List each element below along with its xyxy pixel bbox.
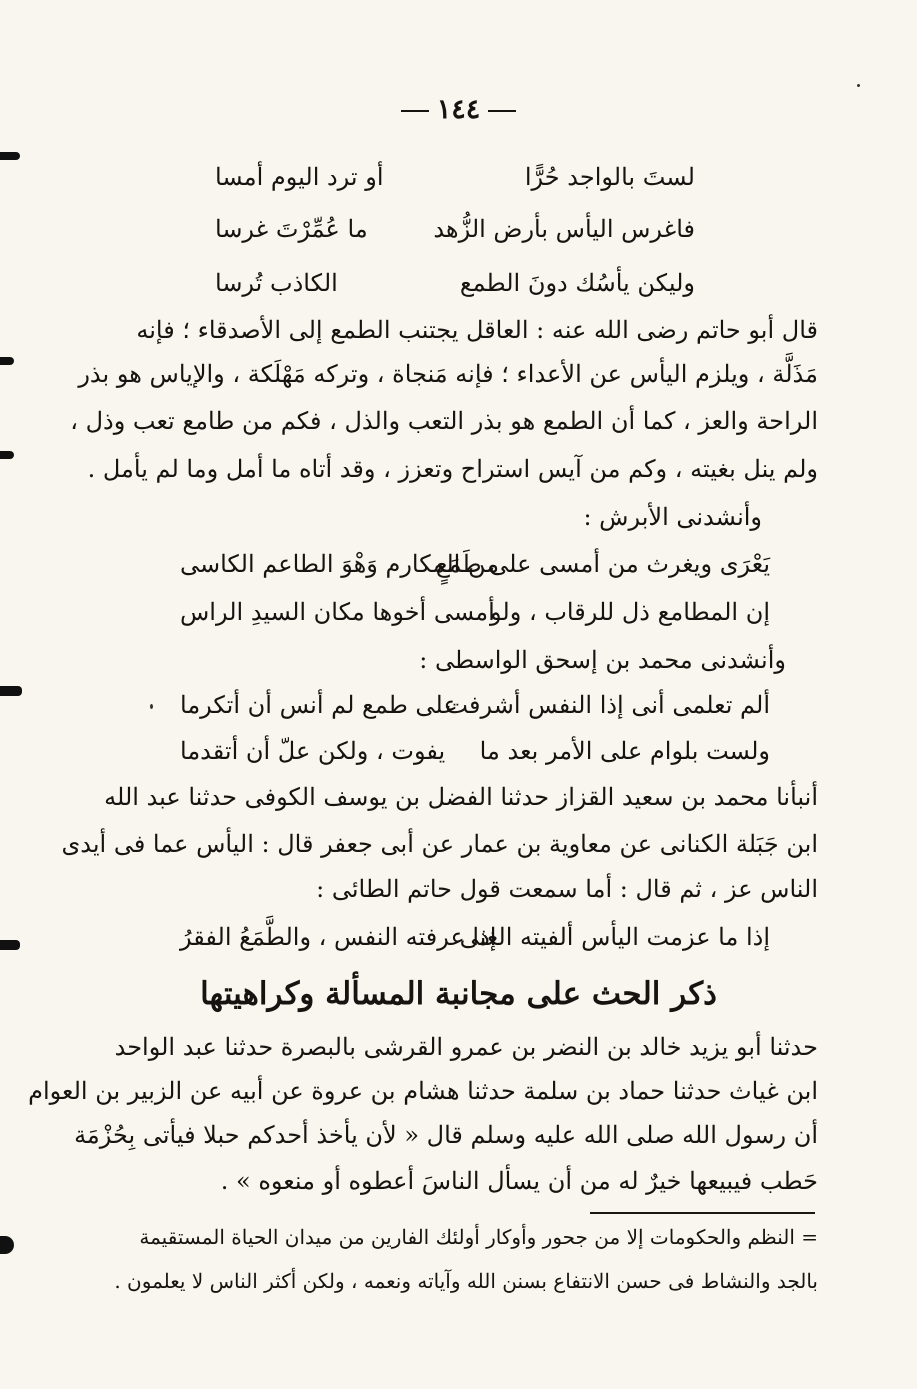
text-line: حَطب فيبيعها خيرٌ له من أن يسأل الناسَ أعطوه أو منعوه » . (220, 1167, 818, 1195)
verse (215, 266, 695, 302)
footnote-separator (590, 1212, 815, 1214)
verse-hemistich-left: على طمع لم أنس أن أتكرما (180, 691, 458, 719)
verse-hemistich-right: ولست بلوام على الأمر بعد ما (479, 737, 770, 765)
text-line: أن رسول الله صلى الله عليه وسلم قال « لأن يأخذ أحدكم حبلا فيأتى بِحُزْمَة (74, 1121, 818, 1149)
text-line: وأنشدنى محمد بن إسحق الواسطى : (419, 646, 786, 674)
verse-hemistich-left: أمسى أخوها مكان السيدِ الراس (180, 598, 495, 626)
text-line: حدثنا أبو يزيد خالد بن النضر بن عمرو القرشى بالبصرة حدثنا عبد الواحد (114, 1033, 818, 1061)
page-number-text: ١٤٤ (436, 94, 481, 125)
verse (215, 212, 695, 248)
text-line: ابن غياث حدثنا حماد بن سلمة حدثنا هشام بن عروة عن أبيه عن الزبير بن العوام (28, 1077, 818, 1105)
binding-hole-mark (0, 152, 20, 160)
verse-hemistich-right: وليكن يأسُك دونَ الطمع (459, 269, 695, 297)
page-number (0, 94, 917, 125)
dash (401, 110, 429, 112)
verse-hemistich-right: إن المطامع ذل للرقاب ، ولو (490, 598, 770, 626)
text-line: ابن جَبَلة الكنانى عن معاوية بن عمار عن أبى جعفر قال : اليأس عما فى أيدى (61, 830, 818, 858)
verse-hemistich-left: إذا عرفته النفس ، والطَّمَعُ الفقرُ (180, 923, 497, 951)
verse (180, 734, 770, 770)
dash (488, 110, 516, 112)
verse (180, 547, 770, 583)
binding-hole-mark (0, 1236, 14, 1254)
text-line: وأنشدنى الأبرش : (583, 503, 762, 531)
verse-hemistich-left: من المكارم وَهْوَ الطاعم الكاسى (180, 550, 500, 578)
verse (180, 920, 770, 956)
verse (215, 160, 695, 196)
verse-hemistich-right: لستَ بالواجد حُرًّا (524, 163, 695, 191)
verse-hemistich-left: يفوت ، ولكن علّ أن أتقدما (180, 737, 446, 765)
verse (180, 688, 770, 724)
binding-hole-mark (0, 686, 22, 696)
text-line: الناس عز ، ثم قال : أما سمعت قول حاتم الطائى : (316, 875, 818, 903)
binding-hole-mark (0, 940, 20, 950)
verse-hemistich-right: ألم تعلمى أنى إذا النفس أشرفت (445, 691, 770, 719)
verse-hemistich-left: الكاذب تُرسا (215, 269, 338, 297)
paper-speck (150, 704, 153, 709)
binding-hole-mark (0, 357, 14, 365)
paper-speck (857, 84, 860, 87)
binding-hole-mark (0, 451, 14, 459)
footnote-line: = النظم والحكومات إلا من جحور وأوكار أولئك الفارين من ميدان الحياة المستقيمة (139, 1225, 818, 1249)
section-heading: ذكر الحث على مجانبة المسألة وكراهيتها (200, 976, 717, 1012)
verse-hemistich-right: إذا ما عزمت اليأس ألفيته الغنى (459, 923, 770, 951)
text-line: ولم ينل بغيته ، وكم من آيس استراح وتعزز ، وقد أتاه ما أمل وما لم يأمل . (87, 455, 818, 483)
verse-hemistich-left: أو ترد اليوم أمسا (215, 163, 384, 191)
text-line: مَذَلَّة ، ويلزم اليأس عن الأعداء ؛ فإنه مَنجاة ، وتركه مَهْلَكة ، والإياس هو بذر (78, 360, 818, 388)
text-line: الراحة والعز ، كما أن الطمع هو بذر التعب والذل ، فكم من طامع تعب وذل ، (70, 407, 818, 435)
verse-hemistich-right: يَعْرَى ويغرث من أمسى على طَمَعٍ (435, 550, 770, 578)
text-line: قال أبو حاتم رضى الله عنه : العاقل يجتنب الطمع إلى الأصدقاء ؛ فإنه (136, 316, 818, 344)
verse-hemistich-left: ما عُمِّرْتَ غرسا (215, 215, 368, 243)
footnote-line: بالجد والنشاط فى حسن الانتفاع بسنن الله وآياته ونعمه ، ولكن أكثر الناس لا يعلمون . (114, 1269, 818, 1293)
verse-hemistich-right: فاغرس اليأس بأرض الزُّهد (433, 215, 695, 243)
text-line: أنبأنا محمد بن سعيد القزاز حدثنا الفضل بن يوسف الكوفى حدثنا عبد الله (104, 783, 818, 811)
verse (180, 595, 770, 631)
